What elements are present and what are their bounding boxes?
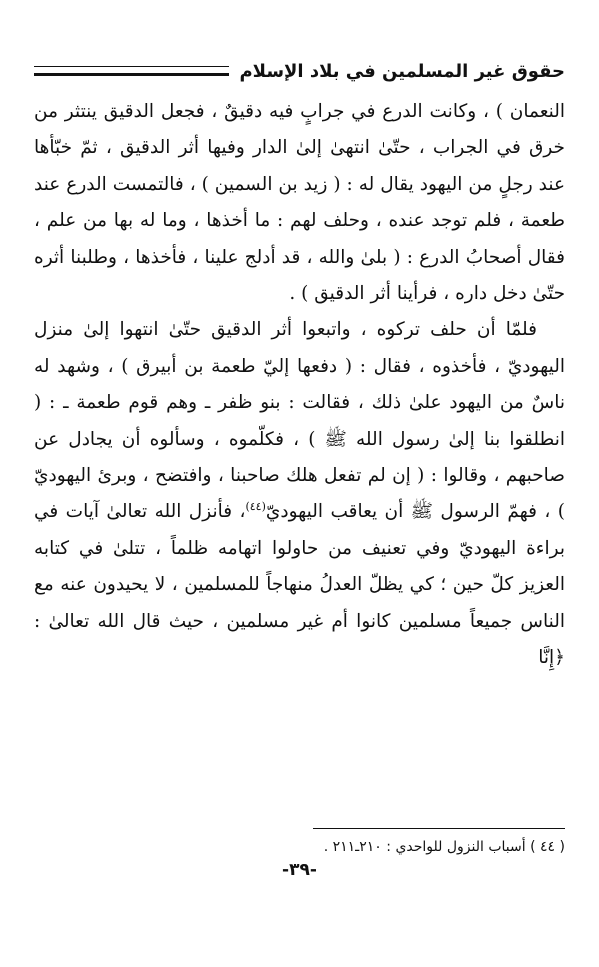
paragraph-1: النعمان ) ، وكانت الدرع في جرابٍ فيه دقيقٌ ، فجعل الدقيق ينتثر من خرق في الجراب ، حتّىٰ انتهىٰ إلىٰ الدار وفيها أثر الدقيق ، ثمّ خبّأها عند رجلٍ من اليهود يقال له : ( زيد بن السمين ) ، فالتمست الدرع عند طعمة ، فلم توجد عنده ، وحلف لهم : ما أخذها ، وما له بها من علم ، فقال أصحابُ الدرع : ( بلىٰ والله ، قد أدلج علينا ، فأخذها ، وطلبنا أثره حتّىٰ دخل داره ، فرأينا أثر الدقيق ) . — [34, 101, 565, 305]
main-text — [34, 94, 565, 677]
paragraph-2-part-1: فلمّا أن حلف تركوه ، واتبعوا أثر الدقيق حتّىٰ انتهوا إلىٰ منزل اليهوديّ ، فأخذوه ، فقال : ( دفعها إليّ طعمة بن أبيرق ) ، وشهد له ناسٌ من اليهود علىٰ ذلك ، فقالت : بنو ظفر ـ وهم قوم طعمة ـ : ( انطلقوا بنا إلىٰ رسول الله ﷺ ) ، فكلّموه ، وسألوه أن يجادل عن صاحبهم ، وقالوا : ( إن لم تفعل هلك صاحبنا ، وافتضح ، وبرئ اليهوديّ ) ، فهمّ الرسول ﷺ أن يعاقب اليهوديّ — [34, 319, 565, 523]
footnote-divider — [313, 828, 565, 829]
page-number: -٣٩- — [282, 860, 317, 880]
footnote: ( ٤٤ ) أسباب النزول للواحدي : ٢١٠ـ٢١١ . — [323, 839, 565, 855]
paragraph-2 — [34, 312, 565, 676]
footnote-reference: (٤٤) — [245, 500, 266, 514]
paragraph-2-part-2: ، فأنزل الله تعالىٰ آيات في براءة اليهوديّ وفي تعنيف من حاولوا اتهامه ظلماً ، تتلىٰ في كتابه العزيز كلّ حين ؛ كي يظلّ العدلُ منهاجاً للمسلمين ، لا يحيدون عنه مع الناس جميعاً مسلمين كانوا أم غير مسلمين ، حيث قال الله تعالىٰ : ﴿إِنَّا — [34, 501, 565, 669]
running-header — [34, 56, 565, 86]
header-double-rule — [34, 66, 229, 76]
header-title: حقوق غير المسلمين في بلاد الإسلام — [239, 60, 565, 82]
